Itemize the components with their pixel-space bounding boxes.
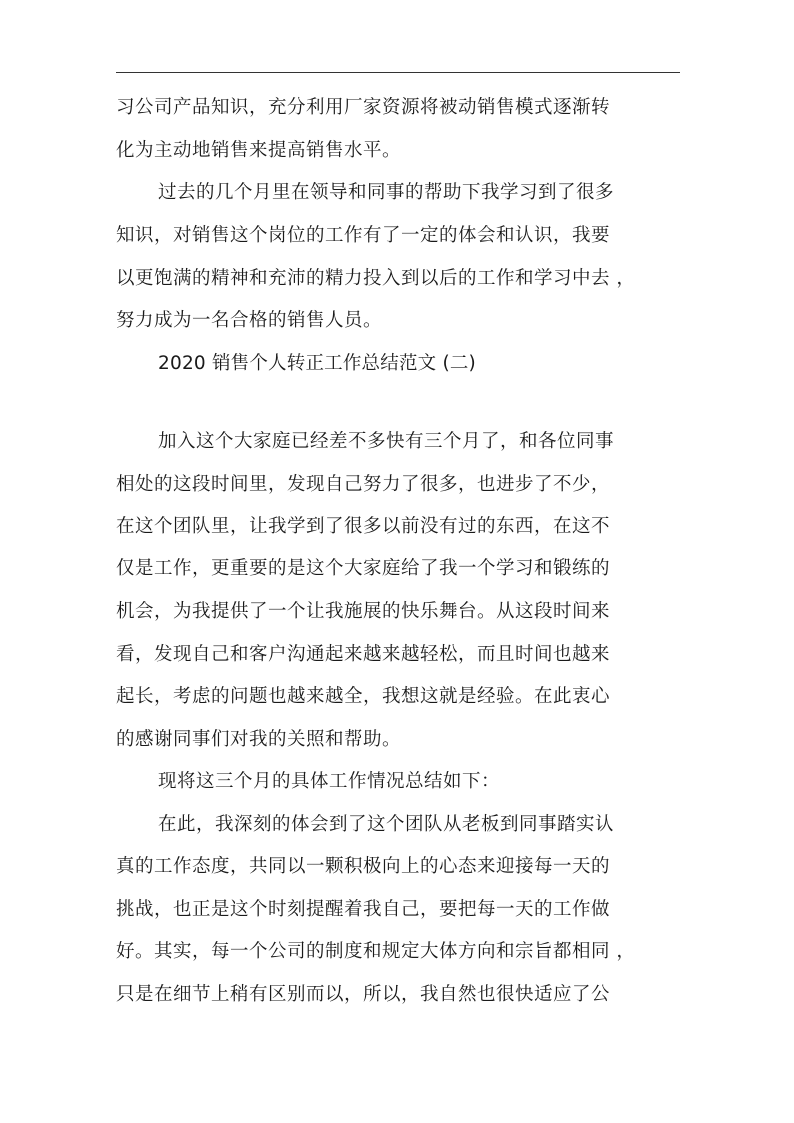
paragraph-line: 现将这三个月的具体工作情况总结如下： (158, 771, 501, 792)
paragraph-line: 的感谢同事们对我的关照和帮助。 (116, 729, 402, 750)
paragraph-line: 仅是工作，更重要的是这个大家庭给了我一个学习和锻练的 (116, 558, 611, 579)
header-rule (116, 72, 680, 73)
paragraph-line: 以更饱满的精神和充沛的精力投入到以后的工作和学习中去 ， (116, 268, 636, 289)
paragraph-line: 起长，考虑的问题也越来越全，我想这就是经验。在此衷心 (116, 686, 611, 707)
paragraph-line: 化为主动地销售来提高销售水平。 (116, 140, 402, 161)
paragraph-line: 在此，我深刻的体会到了这个团队从老板到同事踏实认 (158, 814, 615, 835)
section-heading: 2020 销售个人转正工作总结范文 (二) (158, 353, 476, 374)
paragraph-line: 相处的这段时间里，发现自己努力了很多，也进步了不少， (116, 474, 611, 495)
paragraph-line: 在这个团队里，让我学到了很多以前没有过的东西，在这不 (116, 516, 611, 537)
paragraph-line: 机会，为我提供了一个让我施展的快乐舞台。从这段时间来 (116, 601, 611, 622)
paragraph-line: 挑战，也正是这个时刻提醒着我自己，要把每一天的工作做 (116, 899, 611, 920)
paragraph-line: 真的工作态度，共同以一颗积极向上的心态来迎接每一天的 (116, 856, 611, 877)
paragraph-line: 只是在细节上稍有区别而以，所以，我自然也很快适应了公 (116, 984, 611, 1005)
paragraph-line: 习公司产品知识，充分利用厂家资源将被动销售模式逐渐转 (116, 97, 611, 118)
paragraph-line: 加入这个大家庭已经差不多快有三个月了，和各位同事 (158, 431, 615, 452)
paragraph-line: 知识，对销售这个岗位的工作有了一定的体会和认识，我要 (116, 225, 611, 246)
paragraph-line: 过去的几个月里在领导和同事的帮助下我学习到了很多 (158, 182, 615, 203)
paragraph-line: 好。其实，每一个公司的制度和规定大体方向和宗旨都相同 ， (116, 941, 636, 962)
paragraph-line: 看，发现自己和客户沟通起来越来越轻松，而且时间也越来 (116, 644, 611, 665)
paragraph-line: 努力成为一名合格的销售人员。 (116, 310, 383, 331)
